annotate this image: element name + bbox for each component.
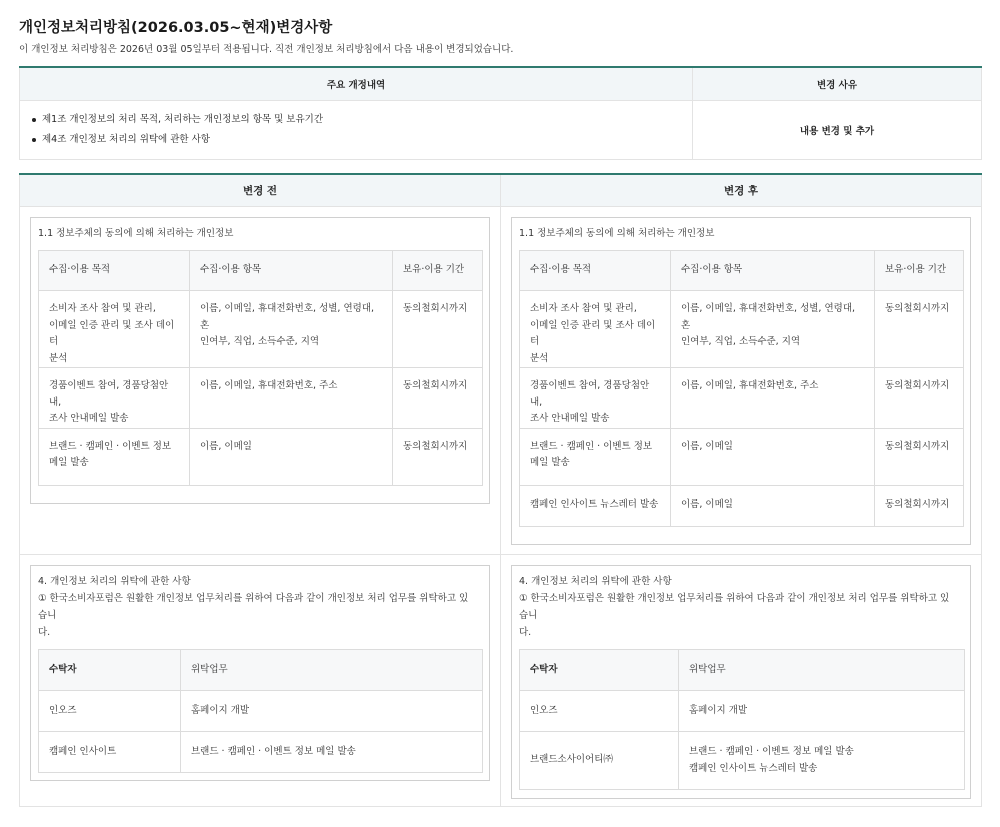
period-cell: 동의철회시까지	[875, 368, 964, 429]
collect-table	[519, 250, 964, 527]
page-description: 이 개인정보 처리방침은 2026년 03월 05일부터 적용됩니다. 직전 개인정보 처리방침에서 다음 내용이 변경되었습니다.	[19, 44, 514, 55]
table-row	[520, 732, 965, 790]
summary-header-reason: 변경 사유	[693, 67, 982, 100]
before-section1-cell	[20, 207, 501, 555]
items-cell: 이름, 이메일	[671, 485, 875, 526]
collect-table	[38, 250, 483, 486]
compare-header-after: 변경 후	[501, 174, 982, 207]
section-title: 1.1 정보주체의 동의에 의해 처리하는 개인정보	[38, 228, 234, 239]
purpose-cell: 브랜드 · 캠페인 · 이벤트 정보 메일 발송	[520, 428, 671, 485]
items-cell: 이름, 이메일, 휴대전화번호, 주소	[671, 368, 875, 429]
trustee-cell: 캠페인 인사이트	[39, 732, 181, 773]
table-row	[39, 428, 483, 485]
column-header: 수탁자	[520, 650, 679, 691]
table-row	[520, 428, 964, 485]
table-row	[39, 691, 483, 732]
column-header: 보유·이용 기간	[875, 251, 964, 291]
items-cell: 이름, 이메일, 휴대전화번호, 주소	[190, 368, 393, 429]
column-header: 보유·이용 기간	[393, 251, 483, 291]
task-cell: 홈페이지 개발	[679, 691, 965, 732]
purpose-cell: 캠페인 인사이트 뉴스레터 발송	[520, 485, 671, 526]
summary-list	[20, 110, 692, 150]
summary-list-item: 제1조 개인정보의 처리 목적, 처리하는 개인정보의 항목 및 보유기간	[32, 110, 692, 130]
after-section4-box	[511, 565, 971, 799]
before-section1-box	[30, 217, 490, 504]
table-row	[520, 485, 964, 526]
task-cell: 브랜드 · 캠페인 · 이벤트 정보 메일 발송 캠페인 인사이트 뉴스레터 발송	[679, 732, 965, 790]
section-title: 1.1 정보주체의 동의에 의해 처리하는 개인정보	[519, 228, 715, 239]
summary-list-item: 제4조 개인정보 처리의 위탁에 관한 사항	[32, 130, 692, 150]
task-cell: 브랜드 · 캠페인 · 이벤트 정보 메일 발송	[181, 732, 483, 773]
purpose-cell: 소비자 조사 참여 및 관리, 이메일 인증 관리 및 조사 데이터 분석	[520, 291, 671, 368]
page-title: 개인정보처리방침(2026.03.05~현재)변경사항	[19, 20, 333, 36]
period-cell: 동의철회시까지	[393, 291, 483, 368]
period-cell: 동의철회시까지	[875, 428, 964, 485]
section-description: ① 한국소비자포럼은 원활한 개인정보 업무처리를 위하여 다음과 같이 개인정보 처리 업무를 위탁하고 있습니 다.	[519, 593, 950, 638]
items-cell: 이름, 이메일, 휴대전화번호, 성별, 연령대, 혼 인여부, 직업, 소득수준, 지역	[671, 291, 875, 368]
section-title: 4. 개인정보 처리의 위탁에 관한 사항	[38, 576, 191, 587]
table-row	[520, 291, 964, 368]
purpose-cell: 경품이벤트 참여, 경품당첨안내, 조사 안내메일 발송	[39, 368, 190, 429]
table-row	[39, 732, 483, 773]
trust-table	[38, 649, 483, 773]
summary-items-cell	[20, 100, 693, 159]
table-row	[39, 368, 483, 429]
table-row	[520, 691, 965, 732]
column-header: 수집·이용 목적	[39, 251, 190, 291]
column-header: 수집·이용 항목	[671, 251, 875, 291]
trust-table	[519, 649, 965, 790]
revision-summary-table	[19, 66, 982, 160]
summary-header-main: 주요 개정내역	[20, 67, 693, 100]
period-cell: 동의철회시까지	[875, 291, 964, 368]
items-cell: 이름, 이메일, 휴대전화번호, 성별, 연령대, 혼 인여부, 직업, 소득수준, 지역	[190, 291, 393, 368]
before-section4-box	[30, 565, 490, 781]
items-cell: 이름, 이메일	[190, 428, 393, 485]
column-header: 위탁업무	[679, 650, 965, 691]
before-section4-cell	[20, 555, 501, 807]
table-row	[39, 291, 483, 368]
table-row	[520, 368, 964, 429]
section-description: ① 한국소비자포럼은 원활한 개인정보 업무처리를 위하여 다음과 같이 개인정보 처리 업무를 위탁하고 있습니 다.	[38, 593, 469, 638]
period-cell: 동의철회시까지	[393, 368, 483, 429]
trustee-cell: 인오즈	[39, 691, 181, 732]
period-cell: 동의철회시까지	[875, 485, 964, 526]
purpose-cell: 브랜드 · 캠페인 · 이벤트 정보 메일 발송	[39, 428, 190, 485]
section-title: 4. 개인정보 처리의 위탁에 관한 사항	[519, 576, 672, 587]
column-header: 수집·이용 항목	[190, 251, 393, 291]
column-header: 수집·이용 목적	[520, 251, 671, 291]
compare-header-before: 변경 전	[20, 174, 501, 207]
after-section4-cell	[501, 555, 982, 807]
summary-reason: 내용 변경 및 추가	[693, 100, 982, 159]
compare-table	[19, 173, 982, 808]
purpose-cell: 소비자 조사 참여 및 관리, 이메일 인증 관리 및 조사 데이터 분석	[39, 291, 190, 368]
items-cell: 이름, 이메일	[671, 428, 875, 485]
after-section1-box	[511, 217, 971, 545]
trustee-cell: 인오즈	[520, 691, 679, 732]
column-header: 위탁업무	[181, 650, 483, 691]
purpose-cell: 경품이벤트 참여, 경품당첨안내, 조사 안내메일 발송	[520, 368, 671, 429]
period-cell: 동의철회시까지	[393, 428, 483, 485]
after-section1-cell	[501, 207, 982, 555]
trustee-cell: 브랜드소사이어티㈜	[520, 732, 679, 790]
task-cell: 홈페이지 개발	[181, 691, 483, 732]
column-header: 수탁자	[39, 650, 181, 691]
